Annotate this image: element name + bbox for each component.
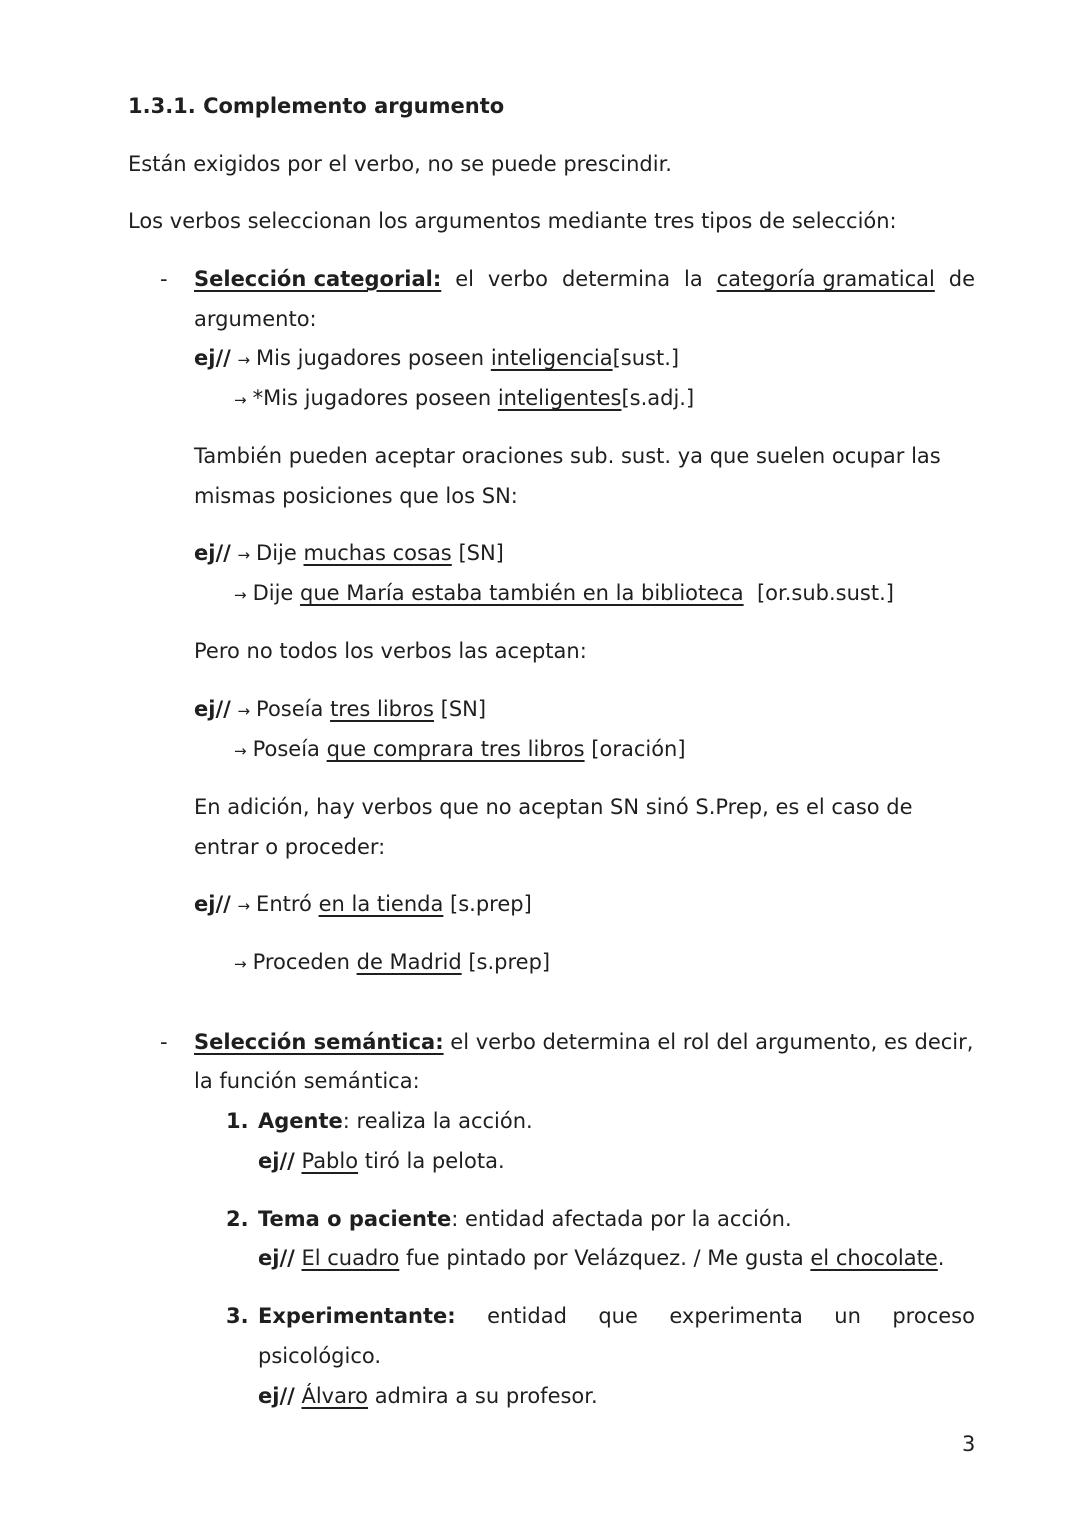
example-underlined: en la tienda: [318, 892, 444, 916]
arrow-right-icon: →: [237, 546, 251, 564]
example-tag: [oración]: [591, 737, 686, 761]
paragraph-line: mismas posiciones que los SN:: [194, 484, 518, 508]
word: la: [683, 267, 703, 291]
underlined-term: categoría gramatical: [716, 267, 935, 291]
example-tag: [sust.]: [612, 346, 680, 370]
bullet-dash: -: [160, 1030, 168, 1054]
example-text: tiró la pelota.: [364, 1149, 505, 1173]
example-text: Poseía: [256, 697, 324, 721]
example-marker: ej//: [258, 1384, 295, 1408]
example-text: Dije: [256, 541, 297, 565]
selection-semantica-line: [194, 1027, 973, 1057]
example-text: Dije: [252, 581, 294, 605]
arrow-right-icon: →: [234, 391, 247, 409]
example-line: [194, 694, 486, 726]
example-underlined: Álvaro: [301, 1384, 368, 1408]
paragraph-line: También pueden aceptar oraciones sub. sust. ya que suelen ocupar las: [194, 444, 941, 468]
example-tag: [SN]: [440, 697, 487, 721]
word: el: [455, 267, 474, 291]
term-seleccion-categorial: Selección categorial:: [194, 267, 442, 291]
example-tag: [s.prep]: [450, 892, 532, 916]
example-line: [234, 947, 550, 979]
example-line: [194, 343, 679, 375]
paragraph-line: En adición, hay verbos que no aceptan SN sinó S.Prep, es el caso de: [194, 795, 913, 819]
page-number: 3: [962, 1432, 976, 1456]
example-text: fue pintado por Velázquez. / Me gusta: [406, 1246, 804, 1270]
example-underlined: el chocolate: [810, 1246, 938, 1270]
paragraph-text: el verbo determina el rol del argumento, es decir,: [450, 1030, 974, 1054]
example-underlined: El cuadro: [301, 1246, 400, 1270]
paragraph-line: entrar o proceder:: [194, 835, 386, 859]
arrow-right-icon: →: [237, 702, 251, 720]
example-line: [258, 1243, 944, 1273]
example-marker: ej//: [194, 697, 231, 721]
example-marker: ej//: [258, 1149, 295, 1173]
example-line: [194, 538, 504, 570]
role-label: Agente: [258, 1109, 343, 1133]
example-underlined: que comprara tres libros: [326, 737, 585, 761]
word: un: [834, 1304, 861, 1328]
example-text: *Mis jugadores poseen: [252, 386, 492, 410]
list-item-tema: [258, 1204, 792, 1234]
example-line: [194, 889, 532, 921]
example-marker: ej//: [258, 1246, 295, 1270]
role-description: : entidad afectada por la acción.: [451, 1207, 792, 1231]
example-underlined: muchas cosas: [303, 541, 452, 565]
list-item-agente: [258, 1106, 533, 1136]
example-text: Proceden: [252, 950, 350, 974]
list-number: 1.: [226, 1109, 249, 1133]
example-text: admira a su profesor.: [374, 1384, 598, 1408]
word: de: [948, 267, 975, 291]
role-label: Tema o paciente: [258, 1207, 452, 1231]
word: determina: [561, 267, 671, 291]
word: proceso: [892, 1304, 975, 1328]
example-line: [234, 734, 686, 766]
example-underlined: Pablo: [301, 1149, 359, 1173]
paragraph-line: la función semántica:: [194, 1069, 420, 1093]
example-line: [258, 1381, 598, 1411]
list-item-experimentante: [258, 1301, 975, 1331]
word: entidad: [487, 1304, 567, 1328]
intro-paragraph-1: Están exigidos por el verbo, no se puede prescindir.: [128, 152, 672, 176]
arrow-right-icon: →: [237, 897, 251, 915]
example-text: .: [937, 1246, 945, 1270]
example-line: [258, 1146, 505, 1176]
example-underlined: que María estaba también en la biblioteca: [300, 581, 744, 605]
example-underlined: de Madrid: [356, 950, 462, 974]
example-line: [234, 578, 894, 610]
paragraph-line: Pero no todos los verbos las aceptan:: [194, 639, 587, 663]
bullet-dash: -: [160, 267, 168, 291]
word: que: [598, 1304, 638, 1328]
paragraph-line: argumento:: [194, 307, 317, 331]
list-number: 2.: [226, 1207, 249, 1231]
example-text: Entró: [256, 892, 312, 916]
list-number: 3.: [226, 1304, 249, 1328]
paragraph-line: psicológico.: [258, 1344, 382, 1368]
term-seleccion-semantica: Selección semántica:: [194, 1030, 444, 1054]
arrow-right-icon: →: [234, 955, 247, 973]
intro-paragraph-2: Los verbos seleccionan los argumentos mediante tres tipos de selección:: [128, 209, 897, 233]
role-label: Experimentante:: [258, 1304, 456, 1328]
arrow-right-icon: →: [237, 351, 251, 369]
example-underlined: tres libros: [330, 697, 434, 721]
word: verbo: [487, 267, 549, 291]
arrow-right-icon: →: [234, 742, 247, 760]
word: experimenta: [669, 1304, 803, 1328]
arrow-right-icon: →: [234, 586, 247, 604]
selection-categorial-line: [194, 264, 975, 294]
example-tag: [SN]: [458, 541, 504, 565]
example-underlined: inteligencia: [490, 346, 613, 370]
example-text: Poseía: [252, 737, 320, 761]
section-heading: 1.3.1. Complemento argumento: [128, 94, 505, 118]
example-line: [234, 383, 694, 415]
role-description: : realiza la acción.: [342, 1109, 533, 1133]
example-tag: [s.adj.]: [621, 386, 695, 410]
example-marker: ej//: [194, 541, 231, 565]
example-marker: ej//: [194, 346, 231, 370]
example-tag: [s.prep]: [468, 950, 551, 974]
example-tag: [or.sub.sust.]: [756, 581, 894, 605]
example-underlined: inteligentes: [497, 386, 622, 410]
example-marker: ej//: [194, 892, 231, 916]
example-text: Mis jugadores poseen: [256, 346, 485, 370]
